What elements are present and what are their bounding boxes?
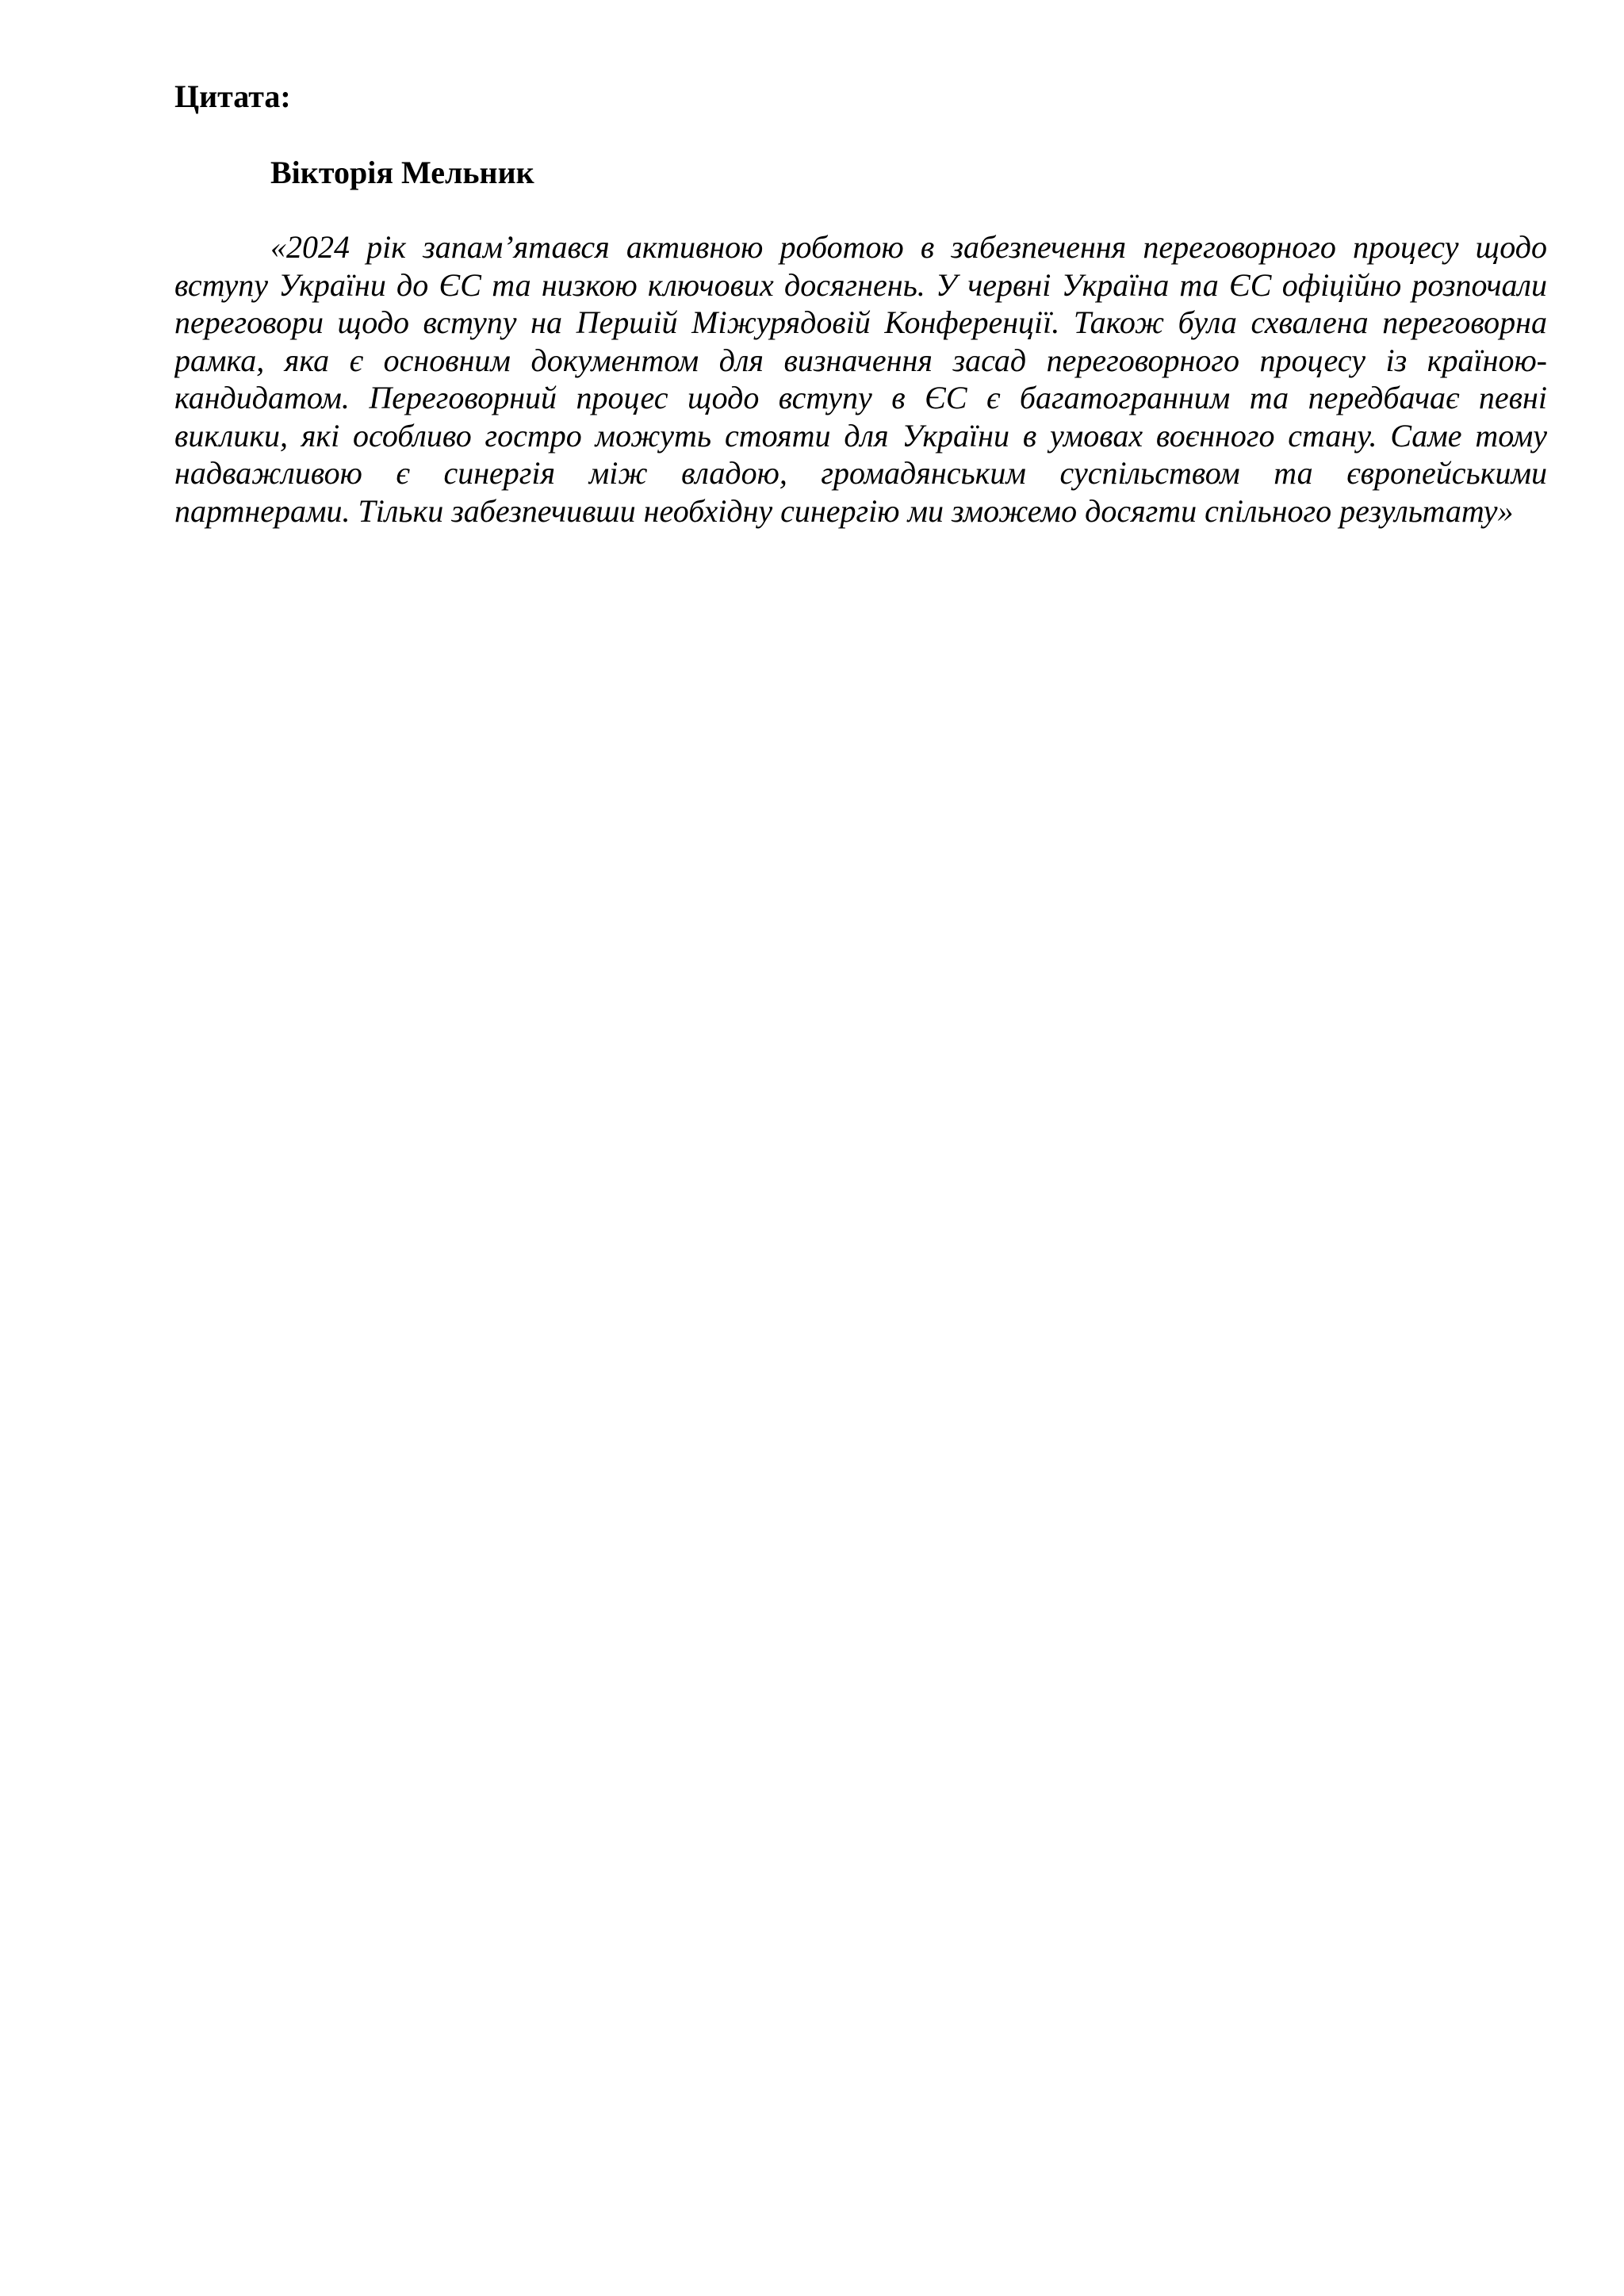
- quote-paragraph: [174, 228, 1547, 530]
- quote-line: рамка, яка є основним документом для визначення засад переговорного процесу із країною-: [174, 342, 1547, 378]
- quote-line: «2024 рік запам’ятався активною роботою в забезпечення переговорного процесу щодо: [270, 229, 1547, 265]
- quote-author: Вікторія Мельник: [270, 155, 534, 190]
- section-heading: Цитата:: [174, 78, 291, 114]
- quote-line: виклики, які особливо гостро можуть стояти для України в умовах воєнного стану. Саме тому: [174, 417, 1547, 453]
- quote-line: партнерами. Тільки забезпечивши необхідну синергію ми зможемо досягти спільного результату»: [174, 492, 1514, 529]
- quote-line: надважливою є синергія між владою, громадянським суспільством та європейськими: [174, 455, 1547, 491]
- quote-line: кандидатом. Переговорний процес щодо вступу в ЄС є багатогранним та передбачає певні: [174, 380, 1547, 415]
- quote-line: переговори щодо вступу на Першій Міжурядовій Конференції. Також була схвалена переговорна: [174, 304, 1547, 340]
- quote-line: вступу України до ЄС та низкою ключових досягнень. У червні Україна та ЄС офіційно розпочали: [174, 266, 1547, 303]
